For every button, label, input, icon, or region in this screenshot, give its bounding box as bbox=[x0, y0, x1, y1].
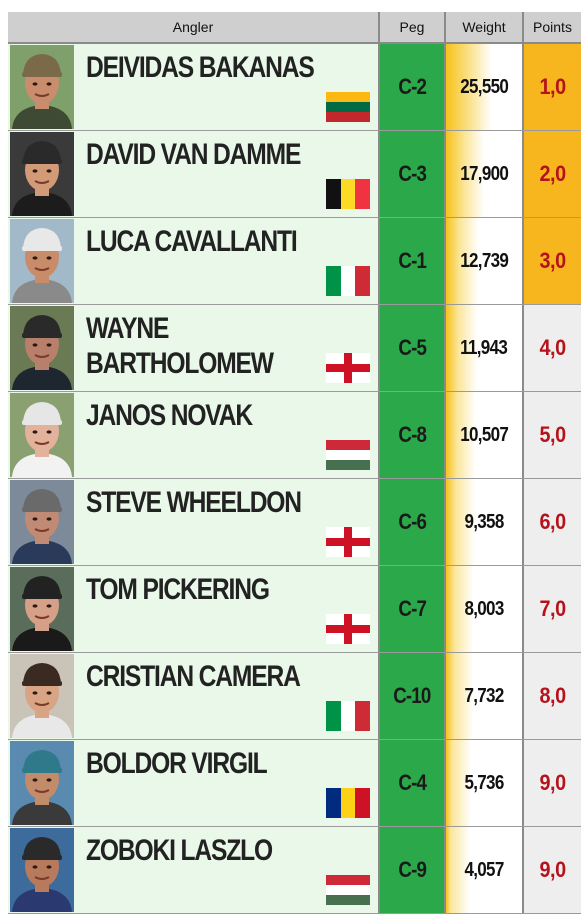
angler-cell bbox=[8, 131, 380, 217]
table-row bbox=[8, 566, 581, 653]
angler-name bbox=[86, 137, 365, 172]
angler-name bbox=[86, 572, 365, 607]
peg-value: C-4 bbox=[398, 770, 426, 795]
angler-name-line1: WAYNE bbox=[86, 312, 169, 345]
angler-photo bbox=[10, 480, 74, 564]
points-value: 4,0 bbox=[539, 335, 566, 360]
hungary-flag bbox=[326, 875, 370, 905]
table-row bbox=[8, 740, 581, 827]
points-value: 9,0 bbox=[539, 770, 566, 795]
weight-cell bbox=[446, 479, 524, 565]
angler-name-line1: CRISTIAN CAMERA bbox=[86, 660, 300, 693]
table-row bbox=[8, 827, 581, 914]
results-table bbox=[8, 12, 581, 914]
england-flag bbox=[326, 614, 370, 644]
weight-cell bbox=[446, 653, 524, 739]
points-cell bbox=[524, 218, 581, 304]
weight-value: 10,507 bbox=[460, 423, 508, 446]
weight-value: 11,943 bbox=[460, 336, 508, 359]
peg-cell bbox=[380, 827, 446, 913]
weight-value: 25,550 bbox=[460, 75, 508, 98]
table-row bbox=[8, 653, 581, 740]
peg-value: C-7 bbox=[398, 596, 426, 621]
angler-name bbox=[86, 398, 365, 433]
angler-name-line1: LUCA CAVALLANTI bbox=[86, 225, 297, 258]
angler-cell bbox=[8, 218, 380, 304]
angler-cell bbox=[8, 479, 380, 565]
peg-value: C-1 bbox=[398, 248, 426, 273]
table-header bbox=[8, 12, 581, 44]
peg-cell bbox=[380, 740, 446, 826]
angler-name bbox=[86, 224, 365, 259]
angler-name-line1: STEVE WHEELDON bbox=[86, 486, 301, 519]
points-cell bbox=[524, 44, 581, 130]
points-cell bbox=[524, 827, 581, 913]
angler-cell bbox=[8, 44, 380, 130]
angler-name-line1: TOM PICKERING bbox=[86, 573, 269, 606]
peg-value: C-5 bbox=[398, 335, 426, 360]
weight-cell bbox=[446, 740, 524, 826]
points-value: 5,0 bbox=[539, 422, 566, 447]
angler-photo bbox=[10, 219, 74, 303]
angler-cell bbox=[8, 653, 380, 739]
peg-cell bbox=[380, 479, 446, 565]
angler-photo bbox=[10, 828, 74, 912]
peg-value: C-8 bbox=[398, 422, 426, 447]
angler-name-line1: BOLDOR VIRGIL bbox=[86, 747, 267, 780]
peg-cell bbox=[380, 131, 446, 217]
italy-flag bbox=[326, 701, 370, 731]
table-row bbox=[8, 218, 581, 305]
points-value: 7,0 bbox=[539, 596, 566, 621]
peg-value: C-10 bbox=[393, 683, 431, 708]
weight-value: 9,358 bbox=[464, 510, 504, 533]
points-value: 2,0 bbox=[539, 161, 566, 186]
england-flag bbox=[326, 527, 370, 557]
peg-cell bbox=[380, 653, 446, 739]
weight-value: 12,739 bbox=[460, 249, 508, 272]
weight-cell bbox=[446, 44, 524, 130]
weight-cell bbox=[446, 827, 524, 913]
points-cell bbox=[524, 566, 581, 652]
angler-name bbox=[86, 746, 365, 781]
points-value: 8,0 bbox=[539, 683, 566, 708]
angler-photo bbox=[10, 654, 74, 738]
romania-flag bbox=[326, 788, 370, 818]
angler-name bbox=[86, 833, 365, 868]
angler-name-line2: BARTHOLOMEW bbox=[86, 347, 273, 380]
points-value: 9,0 bbox=[539, 857, 566, 882]
angler-cell bbox=[8, 740, 380, 826]
angler-cell bbox=[8, 305, 380, 391]
weight-value: 17,900 bbox=[460, 162, 508, 185]
angler-name-line1: JANOS NOVAK bbox=[86, 399, 252, 432]
header-points: Points bbox=[533, 19, 572, 35]
angler-photo bbox=[10, 741, 74, 825]
angler-cell bbox=[8, 392, 380, 478]
angler-photo bbox=[10, 393, 74, 477]
angler-name-line1: DEIVIDAS BAKANAS bbox=[86, 51, 314, 84]
peg-value: C-6 bbox=[398, 509, 426, 534]
points-cell bbox=[524, 479, 581, 565]
weight-value: 5,736 bbox=[464, 771, 504, 794]
table-row bbox=[8, 479, 581, 566]
weight-value: 4,057 bbox=[464, 858, 504, 881]
points-cell bbox=[524, 392, 581, 478]
peg-cell bbox=[380, 218, 446, 304]
angler-name-line1: DAVID VAN DAMME bbox=[86, 138, 301, 171]
angler-cell bbox=[8, 566, 380, 652]
header-angler: Angler bbox=[8, 12, 380, 42]
angler-name bbox=[86, 659, 365, 694]
belgium-flag bbox=[326, 179, 370, 209]
peg-cell bbox=[380, 566, 446, 652]
points-cell bbox=[524, 740, 581, 826]
header-peg: Peg bbox=[380, 12, 446, 42]
points-cell bbox=[524, 305, 581, 391]
angler-photo bbox=[10, 567, 74, 651]
points-value: 1,0 bbox=[539, 74, 566, 99]
england-flag bbox=[326, 353, 370, 383]
angler-name bbox=[86, 485, 365, 520]
angler-name bbox=[86, 50, 365, 85]
angler-cell bbox=[8, 827, 380, 913]
points-value: 6,0 bbox=[539, 509, 566, 534]
peg-cell bbox=[380, 305, 446, 391]
angler-photo bbox=[10, 306, 74, 390]
peg-value: C-3 bbox=[398, 161, 426, 186]
angler-photo bbox=[10, 132, 74, 216]
peg-value: C-2 bbox=[398, 74, 426, 99]
weight-value: 8,003 bbox=[464, 597, 504, 620]
peg-value: C-9 bbox=[398, 857, 426, 882]
weight-cell bbox=[446, 131, 524, 217]
italy-flag bbox=[326, 266, 370, 296]
weight-value: 7,732 bbox=[464, 684, 504, 707]
angler-name-line1: ZOBOKI LASZLO bbox=[86, 834, 272, 867]
angler-name bbox=[86, 311, 365, 381]
header-weight: Weight bbox=[446, 12, 524, 42]
points-cell bbox=[524, 653, 581, 739]
table-row bbox=[8, 392, 581, 479]
weight-cell bbox=[446, 218, 524, 304]
weight-cell bbox=[446, 305, 524, 391]
table-body bbox=[8, 44, 581, 914]
table-row bbox=[8, 44, 581, 131]
peg-cell bbox=[380, 44, 446, 130]
weight-cell bbox=[446, 566, 524, 652]
hungary-flag bbox=[326, 440, 370, 470]
angler-photo bbox=[10, 45, 74, 129]
weight-cell bbox=[446, 392, 524, 478]
points-cell bbox=[524, 131, 581, 217]
lithuania-flag bbox=[326, 92, 370, 122]
peg-cell bbox=[380, 392, 446, 478]
points-value: 3,0 bbox=[539, 248, 566, 273]
table-row bbox=[8, 131, 581, 218]
table-row bbox=[8, 305, 581, 392]
